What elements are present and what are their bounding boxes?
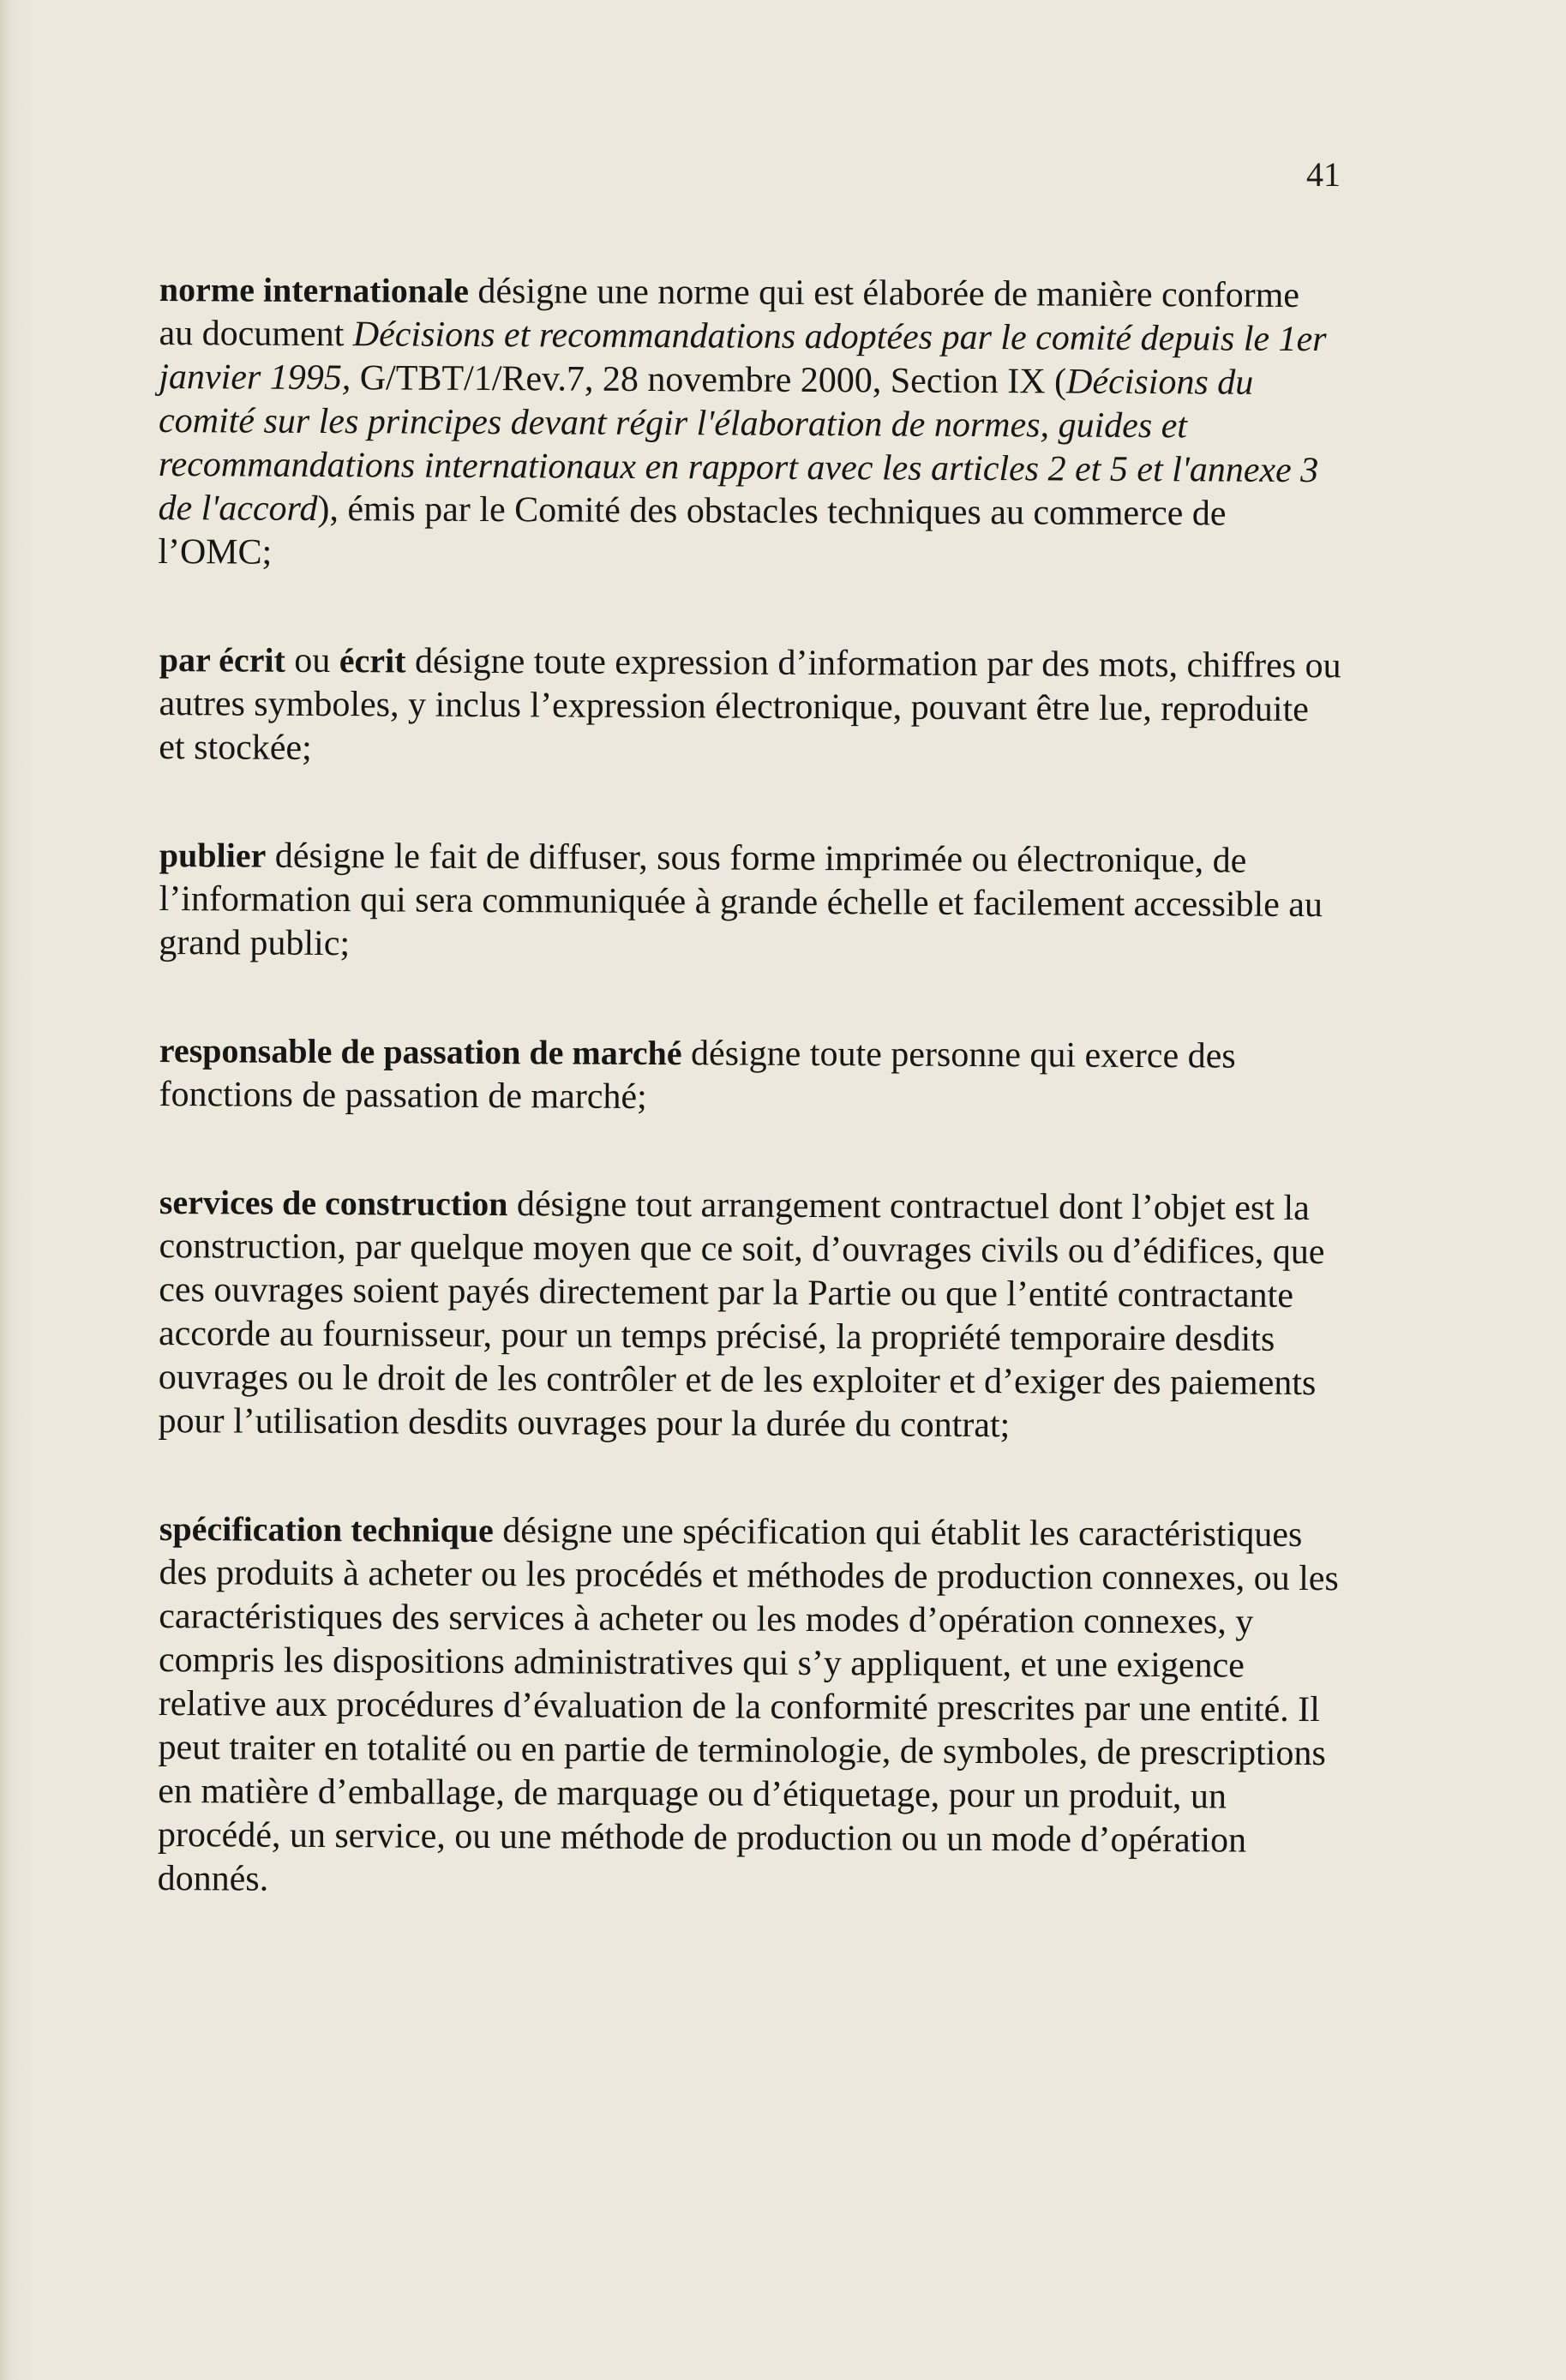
- definition-term-alt: écrit: [339, 641, 406, 680]
- definition-connector: ou: [285, 640, 339, 681]
- definition-term: services de construction: [159, 1183, 508, 1224]
- definition-text: désigne toute expression d’information par des mots, chiffres ou autres symboles, y inclus l’expression électronique, pouvant être lue, reproduite et stockée;: [159, 641, 1341, 768]
- document-title-italic: Décisions et recommandations adoptées par le comité depuis le 1er janvier 1995,: [159, 315, 1327, 399]
- section-title-italic: Décisions du comité sur les principes devant régir l'élaboration de normes, guides et recommandations internationaux en rapport avec les articles 2 et 5 et l'annexe 3 de l'accord: [158, 362, 1319, 529]
- definition-text: ), émis par le Comité des obstacles techniques au commerce de l’OMC;: [158, 489, 1227, 573]
- definition-term: par écrit: [159, 640, 285, 680]
- definition-publier: [159, 833, 1342, 971]
- definition-text: désigne une spécification qui établit les caractéristiques des produits à acheter ou les procédés et méthodes de production connexes, ou les caractéristiques des services à acheter ou les modes d’opération connexes, y compris les dispositions administratives qui s’y appliquent, et une exigence relative aux procédures d’évaluation de la conformité prescrites par une entité. Il peut traiter en totalité ou en partie de terminologie, de symboles, de prescriptions en matière d’emballage, de marquage ou d’étiquetage, pour un produit, un procédé, un service, ou une méthode de production ou un mode d’opération donnés.: [157, 1511, 1339, 1899]
- definitions-list: [159, 267, 1342, 1964]
- definition-text: désigne une norme qui est élaborée de manière conforme au document: [159, 271, 1300, 355]
- definition-responsable: [159, 1028, 1342, 1123]
- definition-text: désigne tout arrangement contractuel dont l’objet est la construction, par quelque moyen que ce soit, d’ouvrages civils ou d’édifices, que ces ouvrages soient payés directement par la Partie ou que l’entité contractante accorde au fournisseur, pour un temps précisé, la propriété temporaire desdits ouvrages ou le droit de les contrôler et de les exploiter et d’exiger des paiements pour l’utilisation desdits ouvrages pour la durée du contrat;: [158, 1184, 1325, 1446]
- definition-term: publier: [159, 835, 267, 875]
- definition-term: norme internationale: [159, 269, 470, 310]
- definition-text: désigne toute personne qui exerce des fonctions de passation de marché;: [159, 1034, 1236, 1117]
- definition-term: spécification technique: [159, 1509, 494, 1550]
- definition-services-construction: [158, 1180, 1342, 1449]
- definition-term: responsable de passation de marché: [159, 1031, 682, 1073]
- definition-specification-technique: [158, 1507, 1342, 1907]
- definition-norme-internationale: [158, 267, 1342, 580]
- definition-text: G/TBT/1/Rev.7, 28 novembre 2000, Section IX (: [351, 358, 1067, 402]
- page-number: 41: [1306, 155, 1341, 194]
- definition-par-ecrit: [159, 638, 1342, 776]
- definition-text: désigne le fait de diffuser, sous forme imprimée ou électronique, de l’information qui sera communiquée à grande échelle et facilement accessible au grand public;: [159, 836, 1323, 964]
